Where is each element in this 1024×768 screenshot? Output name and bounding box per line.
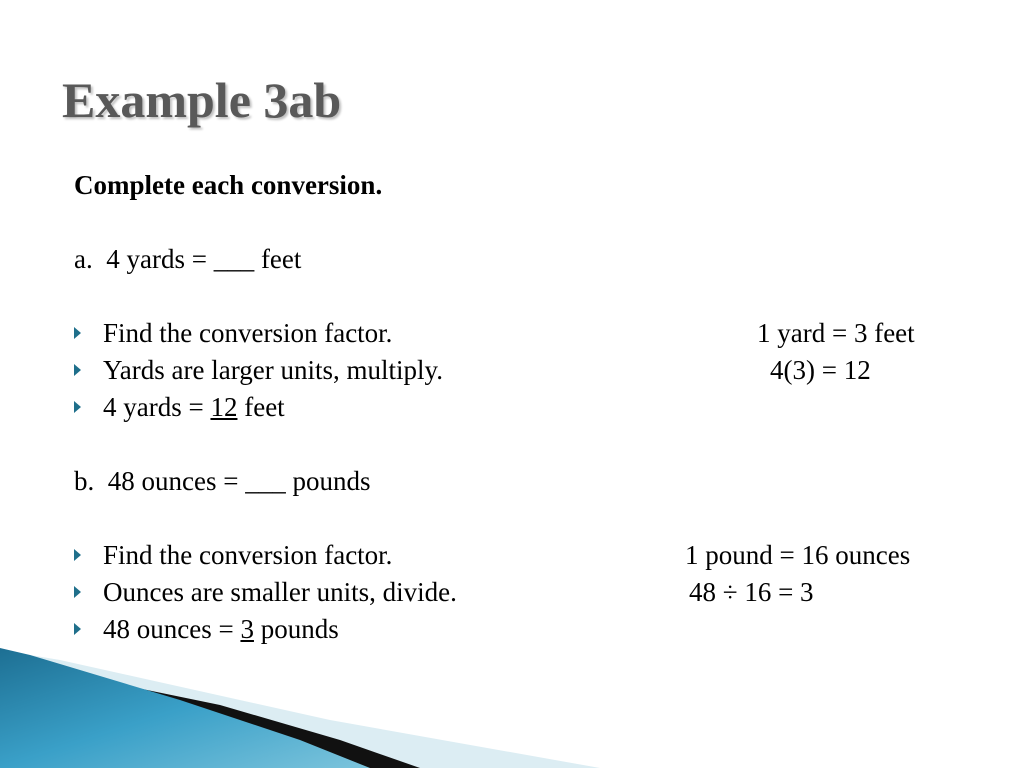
bullet-text: Ounces are smaller units, divide. xyxy=(103,577,457,607)
bullet-value: 1 yard = 3 feet xyxy=(757,318,915,348)
triangle-bullet-icon xyxy=(74,586,81,598)
triangle-bullet-icon xyxy=(74,327,81,339)
answer-line xyxy=(103,612,339,646)
answer-value: 3 xyxy=(240,614,254,644)
bullet-text: Find the conversion factor. xyxy=(103,540,393,570)
triangle-bullet-icon xyxy=(74,549,81,561)
bullet-text: Yards are larger units, multiply. xyxy=(103,355,443,385)
answer-line xyxy=(103,390,285,424)
triangle-bullet-icon xyxy=(74,364,81,376)
bullet-text: Find the conversion factor. xyxy=(103,318,393,348)
answer-suffix: feet xyxy=(237,392,285,422)
bullet-value: 1 pound = 16 ounces xyxy=(685,540,911,570)
triangle-bullet-icon xyxy=(74,401,81,413)
slide-title: Example 3ab xyxy=(62,72,342,128)
answer-prefix: 48 ounces = xyxy=(103,614,241,644)
part-a-prompt: a. 4 yards = ___ feet xyxy=(74,244,302,274)
triangle-bullet-icon xyxy=(74,623,81,635)
bullet-value: 4(3) = 12 xyxy=(770,355,871,385)
bullet-value: 48 ÷ 16 = 3 xyxy=(689,577,814,607)
answer-prefix: 4 yards = xyxy=(103,392,211,422)
answer-value: 12 xyxy=(210,392,238,422)
instruction-text: Complete each conversion. xyxy=(74,170,383,200)
list-item xyxy=(74,612,339,714)
part-b-prompt: b. 48 ounces = ___ pounds xyxy=(74,466,371,496)
answer-suffix: pounds xyxy=(253,614,339,644)
